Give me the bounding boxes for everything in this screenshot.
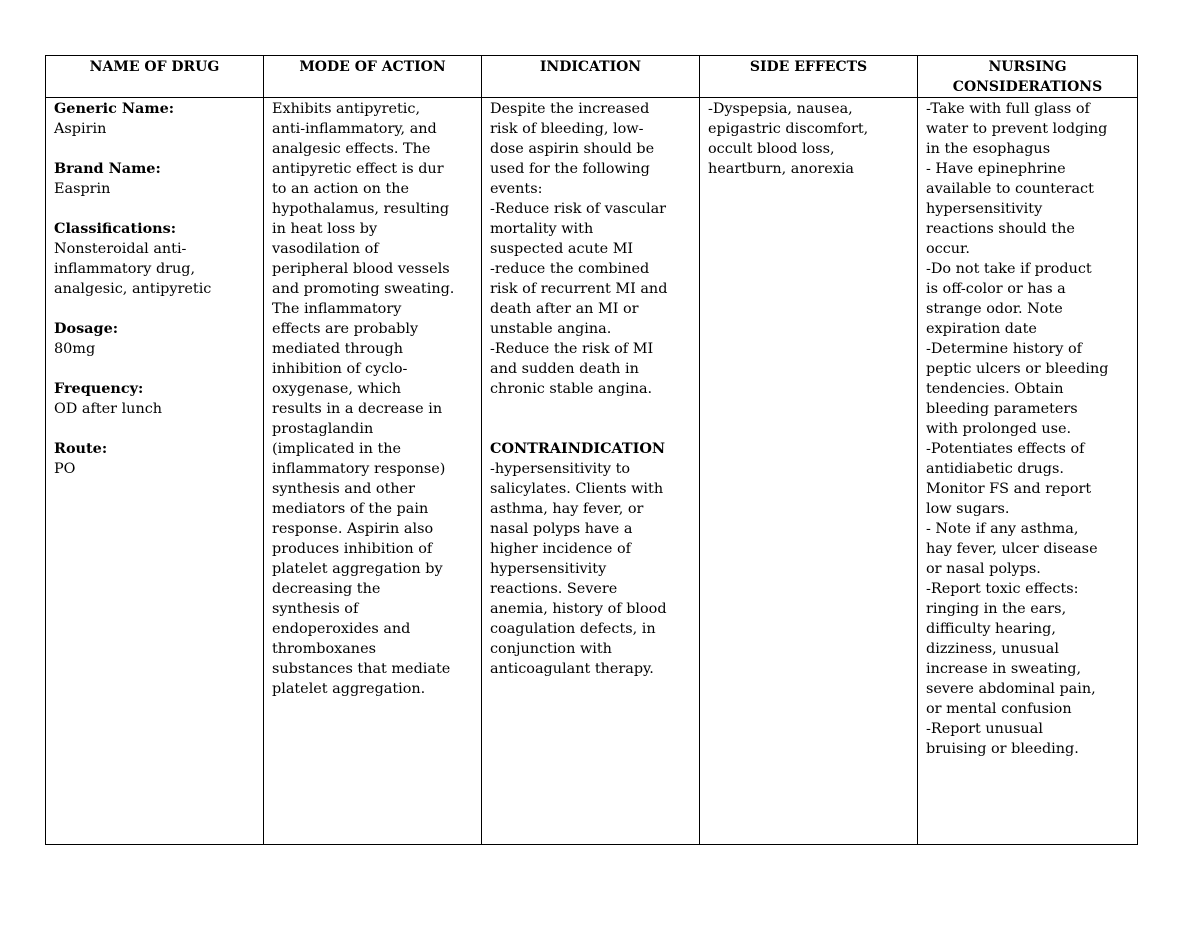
nursing-considerations-text: -Take with full glass of water to prevent lodging in the esophagus - Have epinephrine available to counteract hypersensitivity reactions should the occur. -Do not take if product is off-color or has a strange odor. Note expiration date -Determine history of peptic ulcers or bleeding tendencies. Obtain bleeding parameters with prolonged use. -Potentiates effects of antidiabetic drugs. Monitor FS and report low sugars. - Note if any asthma, hay fever, ulcer disease or nasal polyps. -Report toxic effects: ringing in the ears, difficulty hearing, dizziness, unusual increase in sweating, severe abdominal pain, or mental confusion -Report unusual bruising or bleeding. <box>926 101 1109 757</box>
generic-name-block <box>54 99 255 139</box>
nursing-considerations-cell <box>918 98 1138 845</box>
classification-value: Nonsteroidal anti- inflammatory drug, analgesic, antipyretic <box>54 241 212 297</box>
header-indication: INDICATION <box>482 56 700 98</box>
route-value: PO <box>54 461 76 477</box>
contraindication-text: -hypersensitivity to salicylates. Clients with asthma, hay fever, or nasal polyps have a higher incidence of hypersensitivity reactions. Severe anemia, history of blood coagulation defects, in conjunction with anticoagulant therapy. <box>490 461 667 677</box>
mode-of-action-text: Exhibits antipyretic, anti-inflammatory, and analgesic effects. The antipyretic effect is dur to an action on the hypothalamus, resulting in heat loss by vasodilation of peripheral blood vessels and promoting sweating. The inflammatory effects are probably mediated through inhibition of cyclo- oxygenase, which results in a decrease in prostaglandin (implicated in the inflammatory response) synthesis and other mediators of the pain response. Aspirin also produces inhibition of platelet aggregation by decreasing the synthesis of endoperoxides and thromboxanes substances that mediate platelet aggregation. <box>272 101 455 697</box>
header-nursing-considerations: NURSING CONSIDERATIONS <box>918 56 1138 98</box>
brand-name-block <box>54 159 255 199</box>
frequency-block <box>54 379 255 419</box>
table-row <box>46 98 1138 845</box>
section-spacer <box>490 399 691 439</box>
header-row <box>46 56 1138 98</box>
frequency-label: Frequency: <box>54 380 144 397</box>
brand-name-label: Brand Name: <box>54 160 161 177</box>
dosage-value: 80mg <box>54 341 96 357</box>
side-effects-text: -Dyspepsia, nausea, epigastric discomfort, occult blood loss, heartburn, anorexia <box>708 101 869 177</box>
dosage-block <box>54 319 255 359</box>
classification-label: Classifications: <box>54 220 177 237</box>
generic-name-value: Aspirin <box>54 121 107 137</box>
side-effects-cell <box>700 98 918 845</box>
route-block <box>54 439 255 479</box>
header-side-effects: SIDE EFFECTS <box>700 56 918 98</box>
brand-name-value: Easprin <box>54 181 111 197</box>
indication-text: Despite the increased risk of bleeding, low- dose aspirin should be used for the following events: -Reduce risk of vascular mortality with suspected acute MI -reduce the combined risk of recurrent MI and death after an MI or unstable angina. -Reduce the risk of MI and sudden death in chronic stable angina. <box>490 101 668 397</box>
dosage-label: Dosage: <box>54 320 119 337</box>
header-mode-of-action: MODE OF ACTION <box>264 56 482 98</box>
contraindication-heading: CONTRAINDICATION <box>490 440 666 457</box>
indication-cell <box>482 98 700 845</box>
classification-block <box>54 219 255 299</box>
route-label: Route: <box>54 440 108 457</box>
frequency-value: OD after lunch <box>54 401 163 417</box>
drug-info-cell <box>46 98 264 845</box>
header-name-of-drug: NAME OF DRUG <box>46 56 264 98</box>
mode-of-action-cell <box>264 98 482 845</box>
generic-name-label: Generic Name: <box>54 100 175 117</box>
drug-study-table <box>45 55 1138 845</box>
